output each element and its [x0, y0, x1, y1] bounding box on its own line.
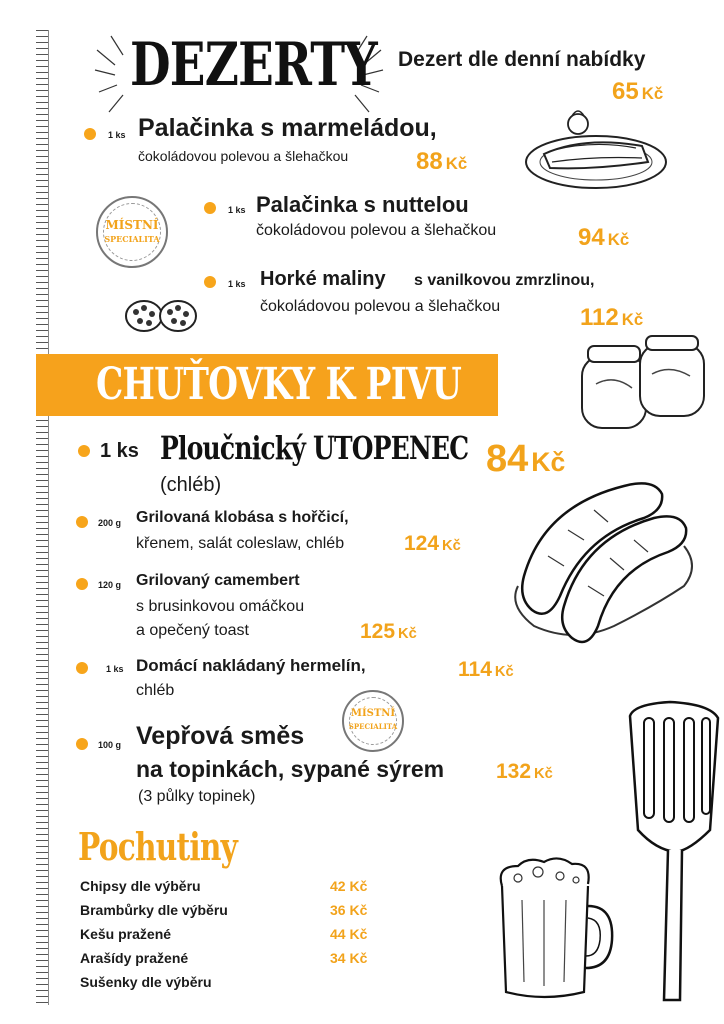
item-name-line2: na topinkách, sypané sýrem	[136, 756, 445, 782]
item-price: 132 Kč	[496, 760, 553, 783]
spatula-icon	[620, 700, 724, 1010]
item-name: Palačinka s marmeládou,	[138, 114, 437, 142]
bullet-dot	[78, 445, 90, 457]
item-name: Grilovaný camembert	[136, 572, 300, 589]
bullet-dot	[204, 276, 216, 288]
item-price: 84 Kč	[486, 438, 566, 480]
snack-price: 34 Kč	[330, 950, 368, 966]
daily-dessert-label: Dezert dle denní nabídky	[398, 48, 646, 71]
snack-name: Arašídy pražené	[80, 950, 189, 966]
sausages-icon	[504, 466, 704, 646]
bullet-dot	[76, 662, 88, 674]
dezerty-title: DEZERTY	[130, 30, 377, 100]
pickle-jars-icon	[574, 334, 714, 434]
item-price: 125 Kč	[360, 620, 417, 643]
local-specialty-badge: MÍSTNÍ SPECIALITA	[342, 690, 404, 752]
bullet-dot	[76, 516, 88, 528]
item-name: Domácí nakládaný hermelín,	[136, 656, 366, 675]
item-desc: čokoládovou polevou a šlehačkou	[256, 222, 497, 239]
beer-mug-icon	[488, 856, 618, 1002]
item-name: Ploučnický UTOPENEC	[160, 429, 469, 467]
snack-name: Kešu pražené	[80, 926, 172, 942]
bullet-dot	[204, 202, 216, 214]
item-desc: chléb	[136, 682, 175, 699]
item-desc: křenem, salát coleslaw, chléb	[136, 535, 345, 552]
item-price: 94 Kč	[578, 224, 630, 251]
snack-name: Chipsy dle výběru	[80, 878, 201, 894]
item-name: Vepřová směs	[136, 722, 305, 750]
item-name: Grilovaná klobása s hořčicí,	[136, 509, 349, 526]
item-qty: 200 g	[98, 518, 122, 528]
snack-price: 44 Kč	[330, 926, 368, 942]
bullet-dot	[76, 578, 88, 590]
chutovky-title: CHUŤOVKY K PIVU	[96, 359, 461, 410]
bullet-dot	[76, 738, 88, 750]
item-desc: čokoládovou polevou a šlehačkou	[138, 148, 349, 164]
item-price: 124 Kč	[404, 532, 461, 555]
item-name-extra: s vanilkovou zmrzlinou,	[414, 272, 595, 289]
snack-name: Brambůrky dle výběru	[80, 902, 228, 918]
raspberries-icon	[124, 296, 200, 336]
pancake-plate-icon	[524, 106, 674, 190]
item-desc: (3 půlky topinek)	[138, 788, 256, 805]
snack-name: Sušenky dle výběru	[80, 974, 212, 990]
bullet-dot	[84, 128, 96, 140]
item-qty: 100 g	[98, 740, 122, 750]
ruler-line	[48, 30, 49, 1005]
item-desc: s brusinkovou omáčkou	[136, 598, 305, 615]
item-qty: 1 ks	[100, 440, 139, 462]
ruler-decoration	[36, 30, 48, 1005]
item-qty: 1 ks	[228, 205, 246, 215]
item-name: Palačinka s nuttelou	[256, 192, 469, 217]
local-specialty-badge: MÍSTNÍ SPECIALITA	[96, 196, 168, 268]
item-qty: 1 ks	[228, 279, 246, 289]
item-price: 114 Kč	[458, 658, 514, 681]
item-qty: 1 ks	[106, 664, 124, 674]
item-qty: 120 g	[98, 580, 122, 590]
item-name: Horké maliny	[260, 268, 386, 290]
snack-price: 36 Kč	[330, 902, 368, 918]
item-desc: a opečený toast	[136, 622, 249, 639]
item-price: 88 Kč	[416, 148, 468, 175]
daily-dessert-price: 65 Kč	[612, 78, 664, 105]
snack-price: 42 Kč	[330, 878, 368, 894]
item-qty: 1 ks	[108, 130, 126, 140]
item-desc: čokoládovou polevou a šlehačkou	[260, 298, 501, 315]
pochutiny-title: Pochutiny	[78, 824, 238, 869]
item-desc: (chléb)	[160, 474, 222, 496]
item-price: 112 Kč	[580, 304, 644, 331]
